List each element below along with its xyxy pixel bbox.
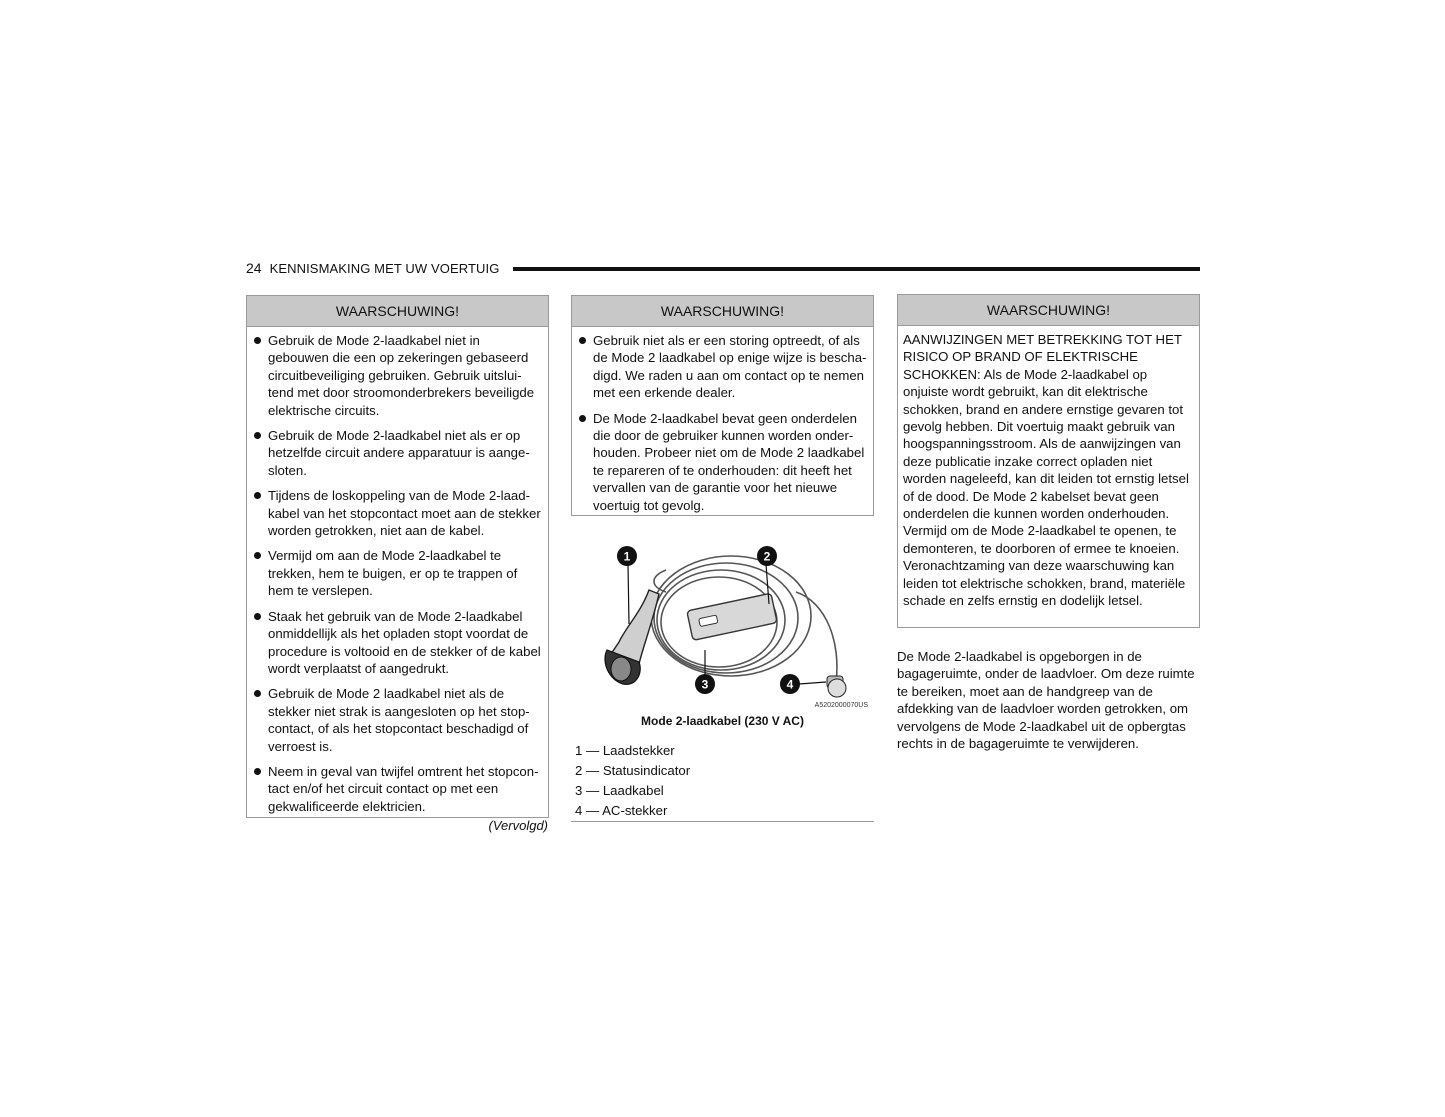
list-item: Neem in geval van twijfel omtrent het stopcon-tact en/of het circuit contact op met een gekwalificeerde elektricien. bbox=[253, 763, 542, 815]
callout-label: 4 bbox=[786, 677, 794, 692]
list-item: Tijdens de loskoppeling van de Mode 2-laad-kabel van het stopcontact moet aan de stekker worden getrokken, niet aan de kabel. bbox=[253, 487, 542, 539]
warning-title: WAARSCHUWING! bbox=[572, 296, 873, 327]
callout-leader bbox=[799, 682, 826, 684]
figure-caption: Mode 2-laadkabel (230 V AC) bbox=[641, 714, 804, 728]
page-header bbox=[246, 258, 1200, 278]
header-rule bbox=[513, 267, 1200, 271]
warning-box-2 bbox=[571, 295, 874, 516]
list-item: Gebruik de Mode 2 laadkabel niet als de stekker niet strak is aangesloten op het stop-contact, of als het stopcontact beschadigd of verroest is. bbox=[253, 685, 542, 755]
charging-plug bbox=[605, 590, 659, 684]
list-item: Vermijd om aan de Mode 2-laadkabel te trekken, hem te buigen, er op te trappen of hem te verslepen. bbox=[253, 547, 542, 599]
storage-paragraph: De Mode 2-laadkabel is opgeborgen in de bagageruimte, onder de laadvloer. Om deze ruimte te bereiken, moet aan de handgreep van de afdekking van de laadvloer worden getrokken, om vervolgens de Mode 2-laadkabel uit de opbergtas rechts in de bagageruimte te verwijderen. bbox=[897, 649, 1195, 752]
ac-plug bbox=[827, 676, 846, 697]
callout-4 bbox=[780, 674, 800, 694]
charging-cable-illustration bbox=[571, 532, 874, 712]
warning-list bbox=[253, 332, 542, 815]
callout-label: 2 bbox=[763, 549, 771, 564]
legend-item: 1 — Laadstekker bbox=[575, 743, 675, 758]
callout-label: 3 bbox=[701, 677, 709, 692]
status-indicator-box bbox=[687, 593, 777, 640]
legend-item: 4 — AC-stekker bbox=[575, 803, 668, 818]
warning-box-3 bbox=[897, 294, 1200, 628]
warning-title: WAARSCHUWING! bbox=[898, 295, 1199, 326]
list-item: Gebruik de Mode 2-laadkabel niet als er op hetzelfde circuit andere apparatuur is aange-sloten. bbox=[253, 427, 542, 479]
figure-legend bbox=[575, 741, 874, 821]
image-code: A5202000070US bbox=[814, 702, 868, 709]
warning-box-1 bbox=[246, 295, 549, 818]
section-title: KENNISMAKING MET UW VOERTUIG bbox=[269, 260, 500, 276]
legend-item: 2 — Statusindicator bbox=[575, 763, 691, 778]
list-item: Gebruik de Mode 2-laadkabel niet in gebouwen die een op zekeringen gebaseerd circuitbeveiliging gebruiken. Gebruik uitslui-tend met door stroomonderbrekers beveiligde elektrische circuits. bbox=[253, 332, 542, 419]
list-item: De Mode 2-laadkabel bevat geen onderdelen die door de gebruiker kunnen worden onder-houden. Probeer niet om de Mode 2 laadkabel te repareren of te onderhouden: dit heeft het vervallen van de garantie voor het nieuwe voertuig tot gevolg. bbox=[578, 410, 867, 514]
legend-item: 3 — Laadkabel bbox=[575, 783, 664, 798]
callout-2 bbox=[757, 546, 777, 566]
list-item: Gebruik niet als er een storing optreedt, of als de Mode 2 laadkabel op enige wijze is bescha-digd. We raden u aan om contact op te nemen met een erkende dealer. bbox=[578, 332, 867, 402]
page-number: 24 bbox=[246, 260, 262, 276]
warning-lead: AANWIJZINGEN MET BETREKKING TOT HET RISICO OP BRAND OF ELEKTRISCHE SCHOKKEN: bbox=[903, 332, 1182, 382]
callout-label: 1 bbox=[623, 549, 631, 564]
warning-text: Als de Mode 2-laadkabel op onjuiste wordt gebruikt, kan dit elektrische schokken, brand en andere ernstige gevaren tot gevolg hebben. Dit voertuig maakt gebruik van hoogspanningsstroom. Als de aanwijzingen van deze publicatie inzake correct opladen niet worden nageleefd, kan dit leiden tot ernstig letsel of de dood. De Mode 2 kabelset bevat geen onderdelen die kunnen worden onderhouden. Vermijd om de Mode 2-laadkabel te openen, te demonteren, te doorboren of ermee te knoeien. Veronachtzaming van deze waarschuwing kan leiden tot elektrische schokken, brand, materiële schade en zelfs ernstig en dodelijk letsel. bbox=[903, 366, 1189, 609]
callout-1 bbox=[617, 546, 637, 566]
continued-label: (Vervolgd) bbox=[488, 818, 548, 833]
cable-tail bbox=[796, 592, 837, 682]
charging-cable-figure bbox=[571, 532, 874, 712]
callout-3 bbox=[695, 674, 715, 694]
list-item: Staak het gebruik van de Mode 2-laadkabel onmiddellijk als het opladen stopt voordat de procedure is voltooid en de stekker of de kabel wordt verplaatst of aangedrukt. bbox=[253, 608, 542, 678]
legend-divider bbox=[571, 821, 874, 822]
warning-list bbox=[578, 332, 867, 514]
callout-leader bbox=[628, 564, 629, 624]
warning-title: WAARSCHUWING! bbox=[247, 296, 548, 327]
